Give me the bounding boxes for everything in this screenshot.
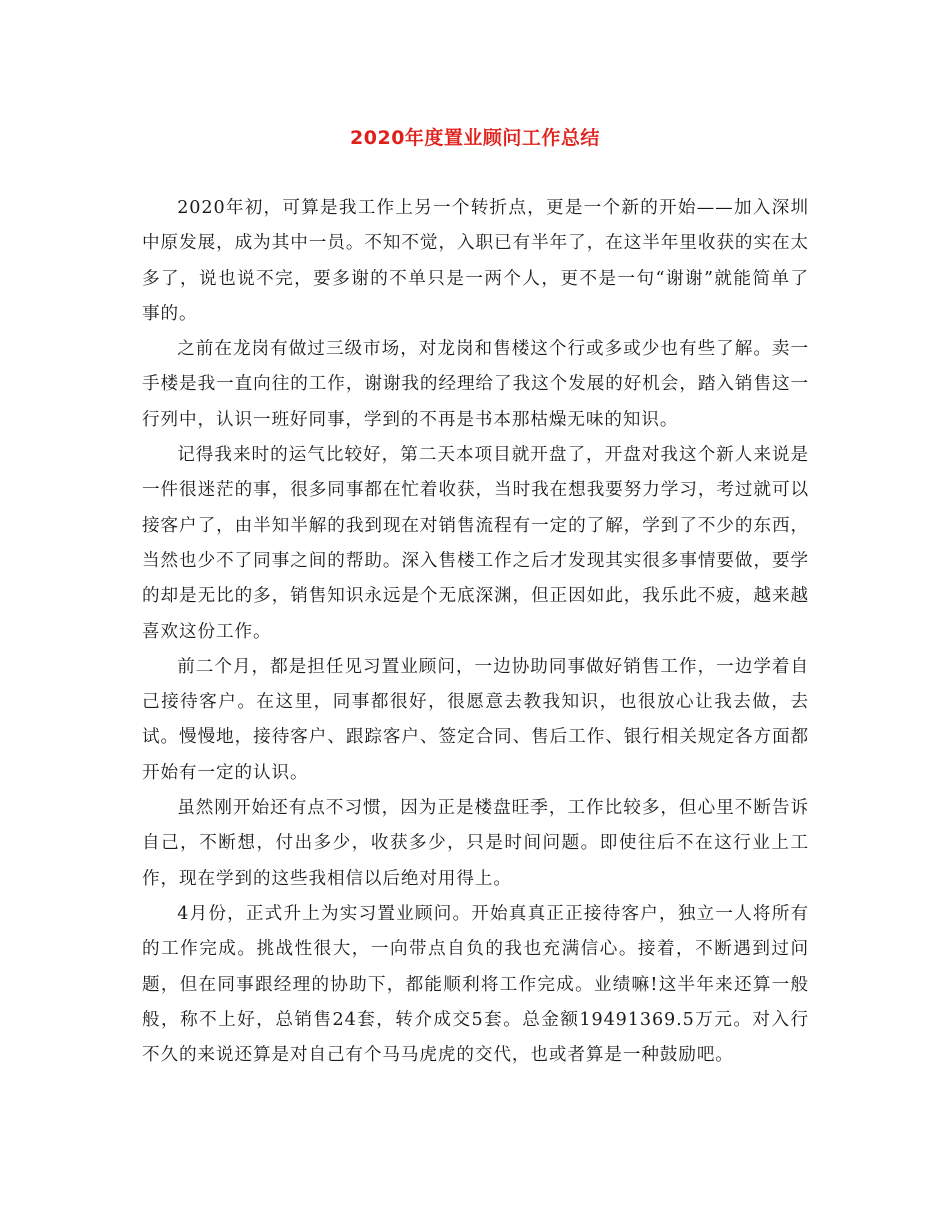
paragraph-6: 4月份，正式升上为实习置业顾问。开始真真正正接待客户，独立一人将所有的工作完成。挑战性很大，一向带点自负的我也充满信心。接着，不断遇到过问题，但在同事跟经理的协助下，都能顺利将工作完成。业绩嘛!这半年来还算一般般，称不上好，总销售24套，转介成交5套。总金额19491369.5万元。对入行不久的来说还算是对自己有个马马虎虎的交代，也或者算是一种鼓励吧。	[142, 903, 809, 1066]
paragraph-4: 前二个月，都是担任见习置业顾问，一边协助同事做好销售工作，一边学着自己接待客户。在这里，同事都很好，很愿意去教我知识，也很放心让我去做，去试。慢慢地，接待客户、跟踪客户、签定合同、售后工作、银行相关规定各方面都开始有一定的认识。	[142, 656, 809, 783]
document-title: 2020年度置业顾问工作总结	[350, 127, 600, 149]
paragraph-2: 之前在龙岗有做过三级市场，对龙岗和售楼这个行或多或少也有些了解。卖一手楼是我一直向往的工作，谢谢我的经理给了我这个发展的好机会，踏入销售这一行列中，认识一班好同事，学到的不再是书本那枯燥无味的知识。	[142, 339, 809, 430]
paragraph-5: 虽然刚开始还有点不习惯，因为正是楼盘旺季，工作比较多，但心里不断告诉自己，不断想，付出多少，收获多少，只是时间问题。即使往后不在这行业上工作，现在学到的这些我相信以后绝对用得上。	[142, 798, 809, 889]
paragraph-1: 2020年初，可算是我工作上另一个转折点，更是一个新的开始——加入深圳中原发展，成为其中一员。不知不觉，入职已有半年了，在这半年里收获的实在太多了，说也说不完，要多谢的不单只是一两个人，更不是一句“谢谢”就能简单了事的。	[142, 198, 809, 324]
document-body	[142, 191, 809, 1073]
paragraph-3: 记得我来时的运气比较好，第二天本项目就开盘了，开盘对我这个新人来说是一件很迷茫的事，很多同事都在忙着收获，当时我在想我要努力学习，考过就可以接客户了，由半知半解的我到现在对销售流程有一定的了解，学到了不少的东西，当然也少不了同事之间的帮助。深入售楼工作之后才发现其实很多事情要做，要学的却是无比的多，销售知识永远是个无底深渊，但正因如此，我乐此不疲，越来越喜欢这份工作。	[142, 445, 809, 642]
